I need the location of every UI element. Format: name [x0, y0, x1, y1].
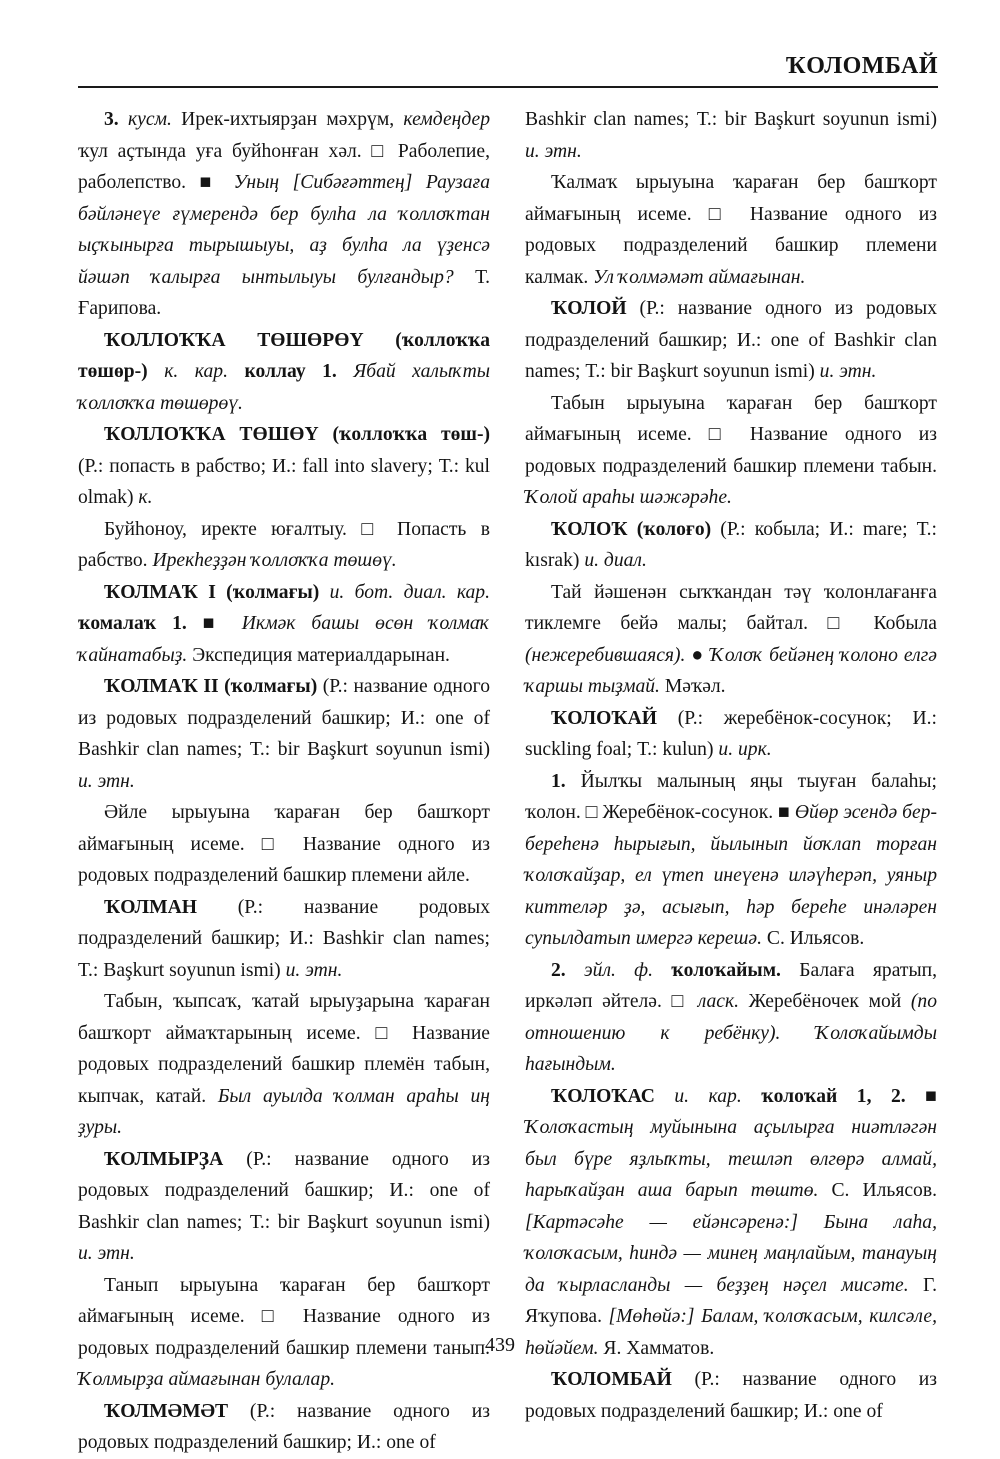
right-column	[525, 104, 937, 1427]
example-text: Ҡолой араһы шәжәрәһе.	[525, 487, 732, 508]
grammar-mark: и. кар.	[654, 1085, 742, 1107]
headword: ҠОЛМАҠ II (ҡолмағы)	[104, 676, 318, 697]
running-headword: ҠОЛОМБАЙ	[785, 53, 938, 79]
example-text: Икмәк башы өсөн ҡолмаҡ ҡайнатабыҙ.	[78, 613, 490, 666]
headword: ҠОЛЛОҠҠА ТӨШӨҮ (ҡоллоҡҡа төш-)	[104, 424, 490, 445]
grammar-mark: эйл. ф.	[565, 959, 653, 981]
left-column	[78, 104, 490, 1459]
grammar-mark: и. этн.	[285, 959, 343, 981]
example-text: Был ауылда ҡолман араһы иң ҙуры.	[78, 1085, 491, 1138]
definition-text: Әйле ырыуына ҡараған бер башҡорт аймағының исеме. □ Название одного из родовых подразделений башкир племени айле.	[78, 802, 490, 886]
example-text: Өйөр эсендә бер-береһенә һырығып, йылынып йоҡлап торған ҡолоҡайҙар, ел үтеп инеүенә иләүһерәп, уяныр киттеләр ҙә, асығып, һәр береһе инәләрен супылдатып имергә керешә.	[525, 802, 937, 949]
translations: (Р.: название одного из родовых подразделений башкир; И.: one of Bashkir clan names; Т.: bir Başkurt soyunun ismi)	[78, 676, 490, 760]
entry-paragraph	[525, 703, 937, 766]
definition-text: Йылҡы малының яңы тыуған балаһы; ҡолон. □ Жеребёнок-сосунок. ■	[525, 770, 937, 823]
running-header	[78, 44, 938, 88]
grammar-mark: и. этн.	[525, 140, 582, 162]
definition-text: Танып ырыуына ҡараған бер башҡорт аймағының исеме. □ Название одного из родовых подразделений башкир племени танып.	[78, 1274, 490, 1359]
entry-paragraph	[78, 797, 490, 892]
grammar-mark: и. этн.	[78, 1243, 135, 1264]
example-source: С. Ильясов.	[818, 1180, 937, 1201]
definition-text: Буйһоноу, иректе юғалтыу. □ Попасть в рабство.	[78, 518, 490, 571]
definition-text: Тай йәшенән сыҡҡандан тәү ҡолонлағанға тиклемге бейә малы; байтал. □ Кобыла	[525, 581, 937, 634]
grammar-mark: к. кар.	[147, 361, 228, 382]
definition-text: Жеребёночек мой	[739, 991, 911, 1012]
entry-paragraph	[525, 766, 937, 955]
example-text: [Мөһөйә:] Балам, ҡолоҡасым, килсәле, һөйәйем.	[525, 1306, 937, 1359]
definition-italic: (по отношению к ребёнку).	[525, 991, 938, 1044]
grammar-mark: и. этн.	[819, 361, 877, 382]
example-text: Ул ҡолмәмәт аймағынан.	[593, 266, 806, 288]
entry-paragraph	[78, 419, 490, 514]
example-source: С. Ильясов.	[761, 928, 865, 949]
entry-paragraph	[78, 104, 490, 325]
grammar-mark: кусм.	[127, 109, 172, 130]
headword: ҠОЛОҠАЙ	[551, 707, 657, 729]
entry-paragraph	[78, 671, 490, 797]
entry-paragraph	[525, 167, 937, 293]
example-text: Ябай халыҡты ҡоллоҡҡа төшөрөү.	[78, 361, 490, 414]
translations: (Р.: кобыла; И.: mare; Т.: kısrak)	[525, 518, 938, 571]
sense-number: 3.	[104, 109, 128, 130]
headword: ҠОЛЛОҠҠА ТӨШӨРӨҮ (ҡоллоҡҡа төшөр-)	[78, 329, 490, 382]
translations: Bashkir clan names; Т.: bir Başkurt soyunun ismi)	[525, 109, 937, 130]
example-marker: ■	[905, 1085, 938, 1107]
translations: (Р.: название одного из родовых подразделений башкир; И.: one of Bashkir clan names; Т.: bir Başkurt soyunun ismi)	[525, 298, 937, 382]
sense-number: 2.	[551, 959, 566, 981]
entry-paragraph	[525, 1364, 937, 1427]
definition-text: Табын ырыуына ҡараған бер башҡорт аймағының исеме. □ Название одного из родовых подразделений башкир племени табын.	[525, 392, 937, 477]
headword: ҠОЛОҠАС	[551, 1085, 655, 1107]
example-text: Ҡолмырҙа аймағынан булалар.	[78, 1369, 336, 1390]
headword: ҠОЛМЫРҘА	[104, 1148, 224, 1170]
headword: ҠОЛМАҠ I (ҡолмағы)	[104, 581, 320, 603]
example-text: Ҡолоҡастың муйынына аҫылырға ниәтләгән был бүре яҙлыҡты, тешләп өлгөрә алмай, һарыҡайҙан аша барып төштө.	[525, 1117, 937, 1201]
example-source: Г. Яҡупова.	[525, 1274, 937, 1327]
entry-paragraph	[525, 293, 937, 388]
cross-reference: ҡолоҡай 1, 2.	[741, 1085, 906, 1107]
definition-text: ҡул аҫтында уға буйһонған хәл. □ Раболепие, раболепство. ■	[78, 140, 490, 193]
translations: (Р.: название одного из родовых подразделений башкир; И.: one of	[78, 1400, 490, 1453]
entry-paragraph	[525, 1081, 937, 1365]
entry-paragraph	[78, 514, 490, 577]
grammar-mark: и. диал.	[584, 550, 647, 571]
cross-reference: ҡомалаҡ 1.	[78, 613, 187, 634]
cross-reference: коллау 1.	[227, 361, 337, 382]
headword: ҠОЛМӘМӘТ	[104, 1400, 229, 1422]
example-source: Экспедиция материалдарынан.	[187, 644, 450, 666]
derived-form: ҡолоҡайым.	[653, 959, 781, 981]
example-text: [Картәсәһе — ейәнсәренә:] Бына лаһа, ҡолоҡасым, һиндә — минең маңлайым, танауың да ҡырласланды — беҙҙең нәҫел мисәте.	[525, 1211, 937, 1296]
entry-paragraph	[78, 577, 490, 672]
headword: ҠОЛМАН	[104, 896, 197, 918]
example-text: Ирекһеҙҙән ҡоллоҡҡа төшөү.	[152, 550, 397, 571]
definition-text: Табын, ҡыпсаҡ, ҡатай ырыуҙарына ҡараған башҡорт аймаҡтарының исеме. □ Название родовых подразделений башкир племён табын, кыпчак, катай.	[78, 991, 490, 1107]
example-text: Ҡолоҡайымды һағындым.	[525, 1022, 937, 1075]
headword: ҠОЛОМБАЙ	[551, 1369, 672, 1390]
translations: (Р.: название одного из родовых подразделений башкир; И.: one of Bashkir clan names; Т.: bir Başkurt soyunun ismi)	[78, 1148, 490, 1233]
translations: (Р.: жеребёнок-сосунок; И.: suckling foal; Т.: kulun)	[525, 707, 937, 760]
example-text: Уның [Сибәғәттең] Раузаға бәйләнеүе ғүмерендә бер булһа ла ҡоллоҡтан ыҫҡынырға тырышыуы, аҙ булһа ла үҙенсә йәшәп ҡалырға ынтылыуы булғандыр?	[78, 172, 490, 288]
spacer-text	[780, 1023, 815, 1044]
entry-paragraph	[78, 325, 490, 420]
entry-paragraph	[525, 955, 937, 1081]
sense-number: 1.	[551, 770, 566, 792]
grammar-mark: к.	[138, 487, 153, 508]
grammar-mark: и. бот. диал. кар.	[319, 581, 490, 603]
entry-paragraph	[78, 1270, 490, 1396]
translations: (Р.: попасть в рабство; И.: fall into slavery; Т.: kul olmak)	[78, 455, 490, 508]
entry-paragraph	[78, 986, 490, 1144]
headword: ҠОЛОЙ	[551, 298, 627, 319]
grammar-mark: ласк.	[697, 991, 740, 1012]
definition-italic: (нежеребившаяся).	[525, 644, 686, 666]
entry-paragraph	[525, 514, 937, 577]
example-source: Мәҡәл.	[659, 676, 726, 697]
example-marker: ■	[186, 613, 242, 634]
entry-paragraph	[525, 104, 937, 167]
translations: (Р.: название одного из родовых подразделений башкир; И.: one of	[525, 1369, 937, 1422]
entry-paragraph	[78, 892, 490, 987]
definition-text: Балаға яратып, иркәләп әйтелә. □	[525, 959, 938, 1012]
grammar-mark: и. ирк.	[718, 739, 772, 760]
entry-paragraph	[78, 1396, 490, 1459]
proverb-marker: ●	[685, 644, 711, 666]
grammar-mark: и. этн.	[78, 770, 135, 792]
headword: ҠОЛОҠ (ҡолоғо)	[551, 518, 712, 540]
definition-text: Ҡалмаҡ ырыуына ҡараған бер башҡорт аймағының исеме. □ Название одного из родовых подразделений башкир племени калмак.	[525, 172, 937, 288]
entry-paragraph	[525, 388, 937, 514]
entry-paragraph	[78, 1144, 490, 1270]
example-text: Ҡолоҡ бейәнең ҡолоно елгә ҡаршы тыҙмай.	[525, 644, 937, 697]
page-number: 439	[485, 1334, 515, 1356]
example-source: Я. Хамматов.	[598, 1337, 715, 1359]
translations: (Р.: название родовых подразделений башкир; И.: Bashkir clan names; Т.: Başkurt soyunun ismi)	[78, 896, 490, 981]
definition-italic: кемдеңдер	[403, 109, 491, 130]
example-source: Т. Ғарипова.	[78, 266, 490, 319]
entry-paragraph	[525, 577, 937, 703]
definition-text: Ирек-ихтыярҙан мәхрүм,	[171, 109, 404, 130]
